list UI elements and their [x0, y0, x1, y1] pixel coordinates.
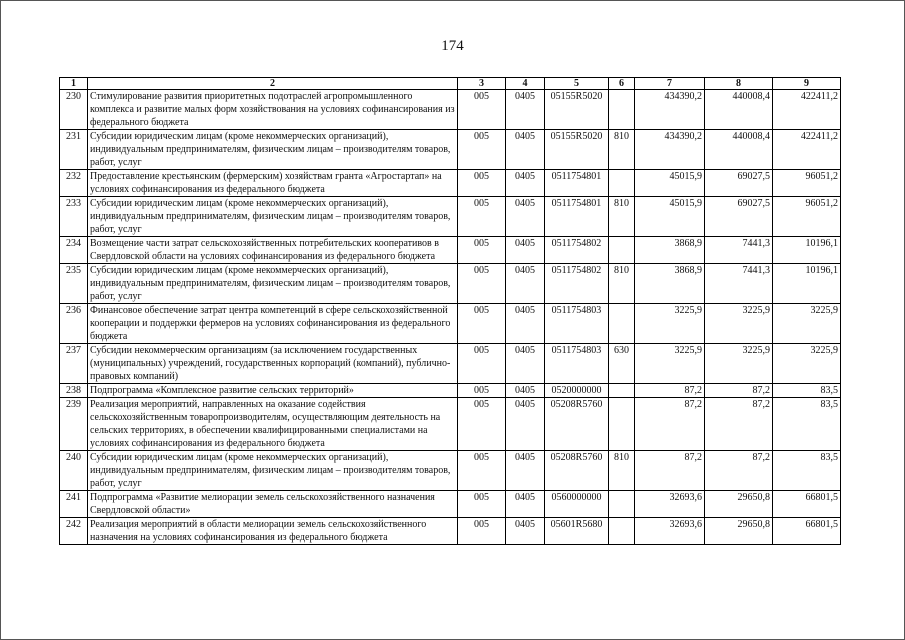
row-number: 236	[60, 304, 88, 344]
ministry-code: 005	[458, 304, 506, 344]
amount-year-1: 3868,9	[635, 264, 705, 304]
amount-year-1: 434390,2	[635, 130, 705, 170]
section-code: 0405	[506, 384, 545, 398]
target-article-code: 05601R5680	[545, 518, 609, 545]
budget-table	[59, 77, 841, 545]
row-number: 233	[60, 197, 88, 237]
amount-year-1: 32693,6	[635, 491, 705, 518]
page-number: 174	[441, 38, 464, 54]
amount-year-1: 434390,2	[635, 90, 705, 130]
ministry-code: 005	[458, 451, 506, 491]
ministry-code: 005	[458, 264, 506, 304]
amount-year-3: 66801,5	[773, 518, 841, 545]
amount-year-2: 3225,9	[705, 304, 773, 344]
amount-year-3: 3225,9	[773, 304, 841, 344]
table-row	[60, 518, 841, 545]
section-code: 0405	[506, 90, 545, 130]
row-number: 232	[60, 170, 88, 197]
ministry-code: 005	[458, 130, 506, 170]
amount-year-3: 422411,2	[773, 90, 841, 130]
target-article-code: 05208R5760	[545, 451, 609, 491]
amount-year-1: 3225,9	[635, 344, 705, 384]
row-name: Стимулирование развития приоритетных подотраслей агропромышленного комплекса и развитие малых форм хозяйствования на условиях софинансирования из федерального бюджета	[88, 90, 458, 130]
column-header: 2	[88, 78, 458, 90]
row-number: 240	[60, 451, 88, 491]
amount-year-2: 87,2	[705, 451, 773, 491]
row-number: 230	[60, 90, 88, 130]
target-article-code: 0511754803	[545, 304, 609, 344]
expense-type-code	[609, 491, 635, 518]
row-name: Подпрограмма «Комплексное развитие сельских территорий»	[88, 384, 458, 398]
amount-year-3: 10196,1	[773, 264, 841, 304]
amount-year-1: 3868,9	[635, 237, 705, 264]
row-name: Субсидии юридическим лицам (кроме некоммерческих организаций), индивидуальным предпринимателям, физическим лицам – производителям товаров, работ, услуг	[88, 197, 458, 237]
target-article-code: 0511754801	[545, 197, 609, 237]
column-header: 3	[458, 78, 506, 90]
row-name: Субсидии юридическим лицам (кроме некоммерческих организаций), индивидуальным предпринимателям, физическим лицам – производителям товаров, работ, услуг	[88, 451, 458, 491]
amount-year-3: 83,5	[773, 398, 841, 451]
target-article-code: 05208R5760	[545, 398, 609, 451]
ministry-code: 005	[458, 90, 506, 130]
amount-year-1: 87,2	[635, 451, 705, 491]
expense-type-code	[609, 384, 635, 398]
section-code: 0405	[506, 398, 545, 451]
amount-year-2: 87,2	[705, 384, 773, 398]
target-article-code: 0511754803	[545, 344, 609, 384]
row-number: 238	[60, 384, 88, 398]
section-code: 0405	[506, 451, 545, 491]
expense-type-code: 810	[609, 451, 635, 491]
expense-type-code	[609, 90, 635, 130]
row-number: 241	[60, 491, 88, 518]
amount-year-2: 3225,9	[705, 344, 773, 384]
table-row	[60, 398, 841, 451]
expense-type-code	[609, 237, 635, 264]
amount-year-2: 69027,5	[705, 197, 773, 237]
table-row	[60, 170, 841, 197]
amount-year-1: 87,2	[635, 384, 705, 398]
row-number: 231	[60, 130, 88, 170]
ministry-code: 005	[458, 491, 506, 518]
table-row	[60, 344, 841, 384]
amount-year-2: 440008,4	[705, 90, 773, 130]
column-header: 9	[773, 78, 841, 90]
section-code: 0405	[506, 491, 545, 518]
column-header: 5	[545, 78, 609, 90]
table-row	[60, 451, 841, 491]
amount-year-3: 422411,2	[773, 130, 841, 170]
table-row	[60, 491, 841, 518]
table-row	[60, 384, 841, 398]
expense-type-code: 630	[609, 344, 635, 384]
row-name: Субсидии некоммерческим организациям (за исключением государственных (муниципальных) учреждений, государственных корпораций (компаний), публично-правовых компаний)	[88, 344, 458, 384]
amount-year-1: 87,2	[635, 398, 705, 451]
amount-year-3: 96051,2	[773, 197, 841, 237]
amount-year-2: 440008,4	[705, 130, 773, 170]
expense-type-code: 810	[609, 197, 635, 237]
amount-year-3: 96051,2	[773, 170, 841, 197]
row-name: Субсидии юридическим лицам (кроме некоммерческих организаций), индивидуальным предпринимателям, физическим лицам – производителям товаров, работ, услуг	[88, 130, 458, 170]
header-row	[60, 78, 841, 90]
amount-year-2: 29650,8	[705, 518, 773, 545]
amount-year-2: 29650,8	[705, 491, 773, 518]
row-name: Возмещение части затрат сельскохозяйственных потребительских кооперативов в Свердловской области на условиях софинансирования из федерального бюджета	[88, 237, 458, 264]
expense-type-code: 810	[609, 264, 635, 304]
amount-year-2: 7441,3	[705, 237, 773, 264]
ministry-code: 005	[458, 197, 506, 237]
expense-type-code: 810	[609, 130, 635, 170]
row-name: Реализация мероприятий, направленных на оказание содействия сельскохозяйственным товаропроизводителям, осуществляющим деятельность на сельских территориях, в обеспечении квалифицированными специалистами на условиях софинансирования из федерального бюджета	[88, 398, 458, 451]
amount-year-3: 66801,5	[773, 491, 841, 518]
table-row	[60, 304, 841, 344]
amount-year-3: 83,5	[773, 451, 841, 491]
row-name: Предоставление крестьянским (фермерским) хозяйствам гранта «Агростартап» на условиях софинансирования из федерального бюджета	[88, 170, 458, 197]
amount-year-3: 3225,9	[773, 344, 841, 384]
row-number: 239	[60, 398, 88, 451]
row-name: Финансовое обеспечение затрат центра компетенций в сфере сельскохозяйственной кооперации и поддержки фермеров на условиях софинансирования из федерального бюджета	[88, 304, 458, 344]
row-number: 237	[60, 344, 88, 384]
ministry-code: 005	[458, 518, 506, 545]
amount-year-1: 45015,9	[635, 170, 705, 197]
expense-type-code	[609, 304, 635, 344]
section-code: 0405	[506, 344, 545, 384]
target-article-code: 0511754802	[545, 237, 609, 264]
amount-year-3: 10196,1	[773, 237, 841, 264]
expense-type-code	[609, 518, 635, 545]
table-row	[60, 90, 841, 130]
amount-year-1: 3225,9	[635, 304, 705, 344]
row-number: 234	[60, 237, 88, 264]
table-row	[60, 197, 841, 237]
table-row	[60, 130, 841, 170]
section-code: 0405	[506, 304, 545, 344]
amount-year-2: 69027,5	[705, 170, 773, 197]
table-row	[60, 264, 841, 304]
row-name: Подпрограмма «Развитие мелиорации земель сельскохозяйственного назначения Свердловской области»	[88, 491, 458, 518]
expense-type-code	[609, 398, 635, 451]
section-code: 0405	[506, 237, 545, 264]
column-header: 6	[609, 78, 635, 90]
section-code: 0405	[506, 518, 545, 545]
amount-year-2: 7441,3	[705, 264, 773, 304]
row-name: Субсидии юридическим лицам (кроме некоммерческих организаций), индивидуальным предпринимателям, физическим лицам – производителям товаров, работ, услуг	[88, 264, 458, 304]
row-number: 235	[60, 264, 88, 304]
section-code: 0405	[506, 170, 545, 197]
section-code: 0405	[506, 264, 545, 304]
target-article-code: 05155R5020	[545, 130, 609, 170]
section-code: 0405	[506, 130, 545, 170]
ministry-code: 005	[458, 170, 506, 197]
row-name: Реализация мероприятий в области мелиорации земель сельскохозяйственного назначения на условиях софинансирования из федерального бюджета	[88, 518, 458, 545]
section-code: 0405	[506, 197, 545, 237]
amount-year-3: 83,5	[773, 384, 841, 398]
target-article-code: 0560000000	[545, 491, 609, 518]
table-row	[60, 237, 841, 264]
amount-year-1: 32693,6	[635, 518, 705, 545]
expense-type-code	[609, 170, 635, 197]
target-article-code: 05155R5020	[545, 90, 609, 130]
target-article-code: 0520000000	[545, 384, 609, 398]
ministry-code: 005	[458, 237, 506, 264]
column-header: 4	[506, 78, 545, 90]
ministry-code: 005	[458, 384, 506, 398]
amount-year-1: 45015,9	[635, 197, 705, 237]
ministry-code: 005	[458, 398, 506, 451]
column-header: 8	[705, 78, 773, 90]
amount-year-2: 87,2	[705, 398, 773, 451]
column-header: 7	[635, 78, 705, 90]
target-article-code: 0511754802	[545, 264, 609, 304]
row-number: 242	[60, 518, 88, 545]
column-header: 1	[60, 78, 88, 90]
target-article-code: 0511754801	[545, 170, 609, 197]
ministry-code: 005	[458, 344, 506, 384]
